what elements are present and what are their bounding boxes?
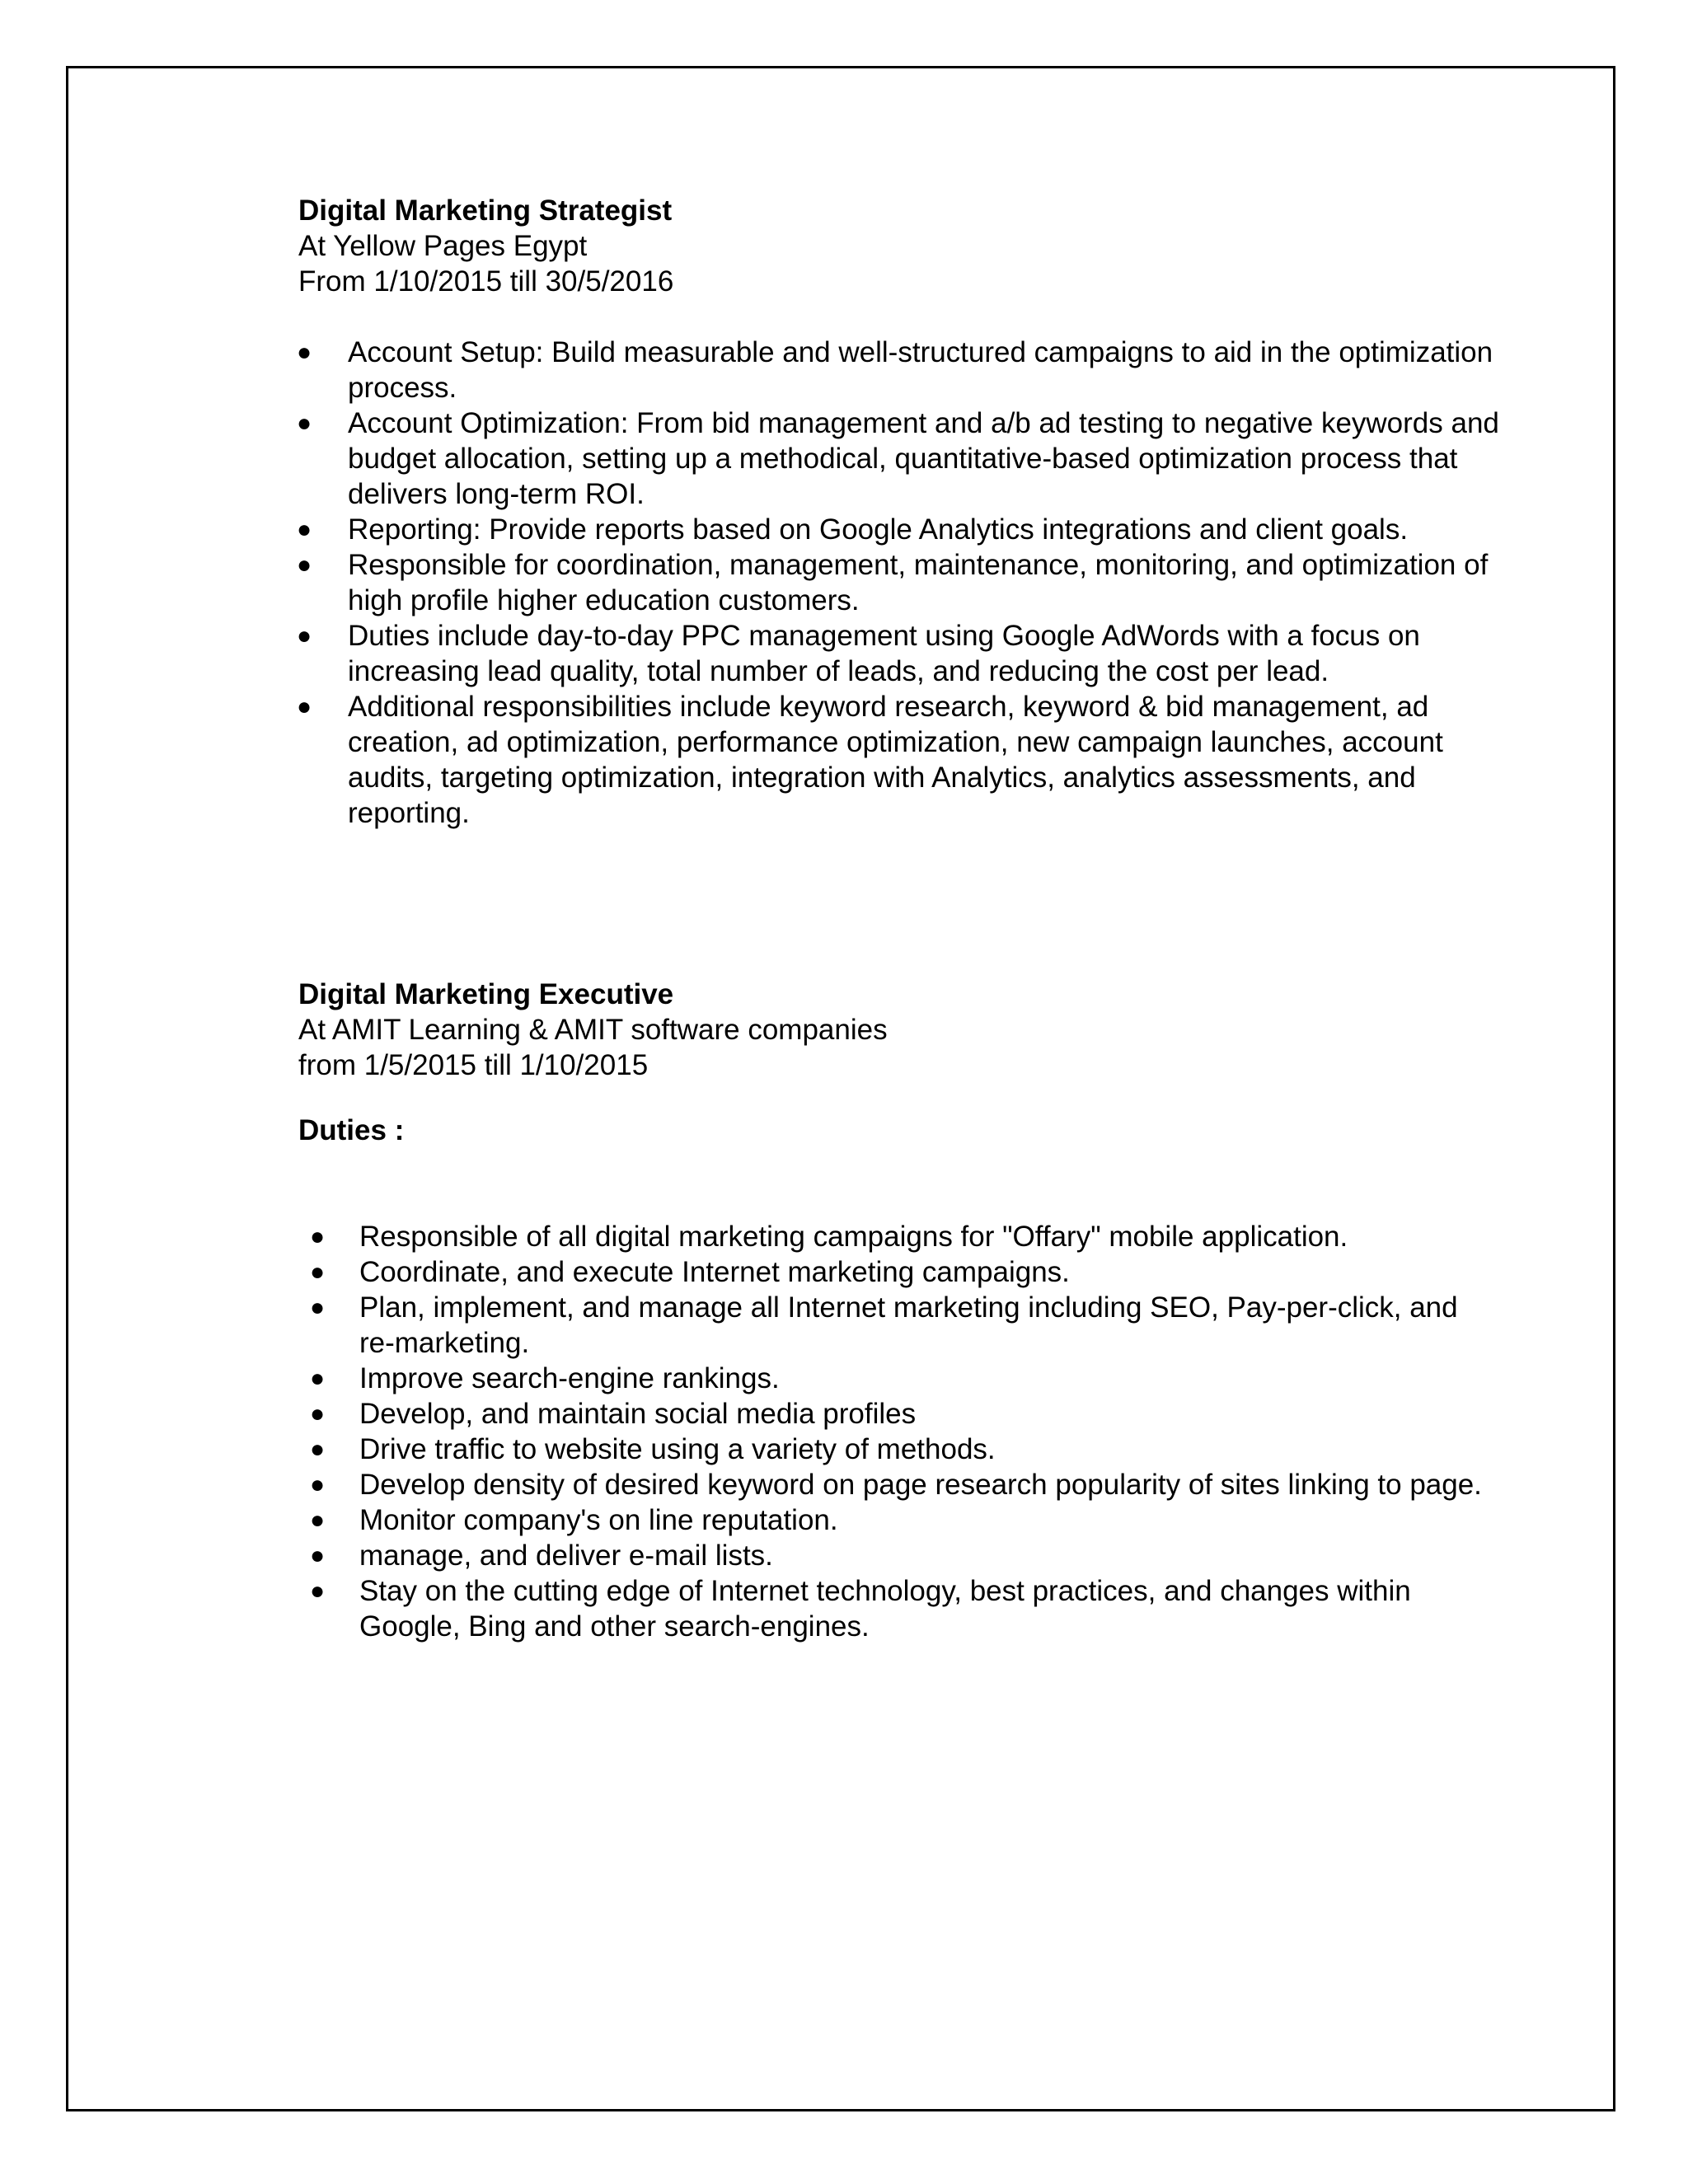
bullet-icon: ● [310,1471,326,1498]
list-item-text: Plan, implement, and manage all Internet marketing including SEO, Pay-per-click, and re-marketing. [359,1291,1458,1359]
bullet-icon: ● [310,1577,326,1605]
job-title: Digital Marketing Executive [298,978,674,1010]
list-item [298,618,1535,689]
list-item-text: Duties include day-to-day PPC management using Google AdWords with a focus on increasing lead quality, total number of leads, and reducing the cost per lead. [348,620,1420,687]
list-item [298,1432,1485,1467]
bullet-icon: ● [310,1436,326,1463]
list-item-text: Account Optimization: From bid management and a/b ad testing to negative keywords and budget allocation, setting up a methodical, quantitative-based optimization process that delivers long-term ROI. [348,407,1499,510]
list-item-text: Coordinate, and execute Internet marketing campaigns. [359,1256,1070,1288]
list-item [298,1396,1485,1432]
list-item-text: Account Setup: Build measurable and well-structured campaigns to aid in the optimization process. [348,336,1493,404]
bullet-icon: ● [310,1258,326,1286]
bullet-icon: ● [297,339,312,366]
job-company: At AMIT Learning & AMIT software companies [298,1014,888,1046]
bullet-icon: ● [310,1400,326,1427]
list-item [298,1219,1485,1254]
job-dates: From 1/10/2015 till 30/5/2016 [298,265,674,298]
bullet-icon: ● [297,551,312,579]
list-item-text: Improve search-engine rankings. [359,1362,780,1394]
list-item [298,335,1535,405]
bullet-icon: ● [297,693,312,720]
list-item-text: Responsible of all digital marketing campaigns for "Offary" mobile application. [359,1221,1348,1253]
job-title: Digital Marketing Strategist [298,194,673,227]
list-item [298,1502,1485,1538]
job-section-strategist [298,193,1535,831]
list-item-text: Drive traffic to website using a variety of methods. [359,1433,996,1465]
job-company: At Yellow Pages Egypt [298,230,588,262]
list-item [298,689,1535,831]
bullet-icon: ● [310,1365,326,1392]
list-item-text: Monitor company's on line reputation. [359,1504,838,1536]
list-item-text: manage, and deliver e-mail lists. [359,1540,773,1572]
bullet-icon: ● [297,516,312,543]
responsibilities-list [298,335,1535,831]
duties-heading: Duties : [298,1114,405,1146]
bullet-icon: ● [310,1507,326,1534]
duties-list [298,1219,1535,1644]
list-item-text: Stay on the cutting edge of Internet technology, best practices, and changes within Google, Bing and other search-engines. [359,1575,1411,1643]
job-section-executive [298,977,1535,1644]
list-item-text: Reporting: Provide reports based on Google Analytics integrations and client goals. [348,513,1409,546]
job-dates: from 1/5/2015 till 1/10/2015 [298,1049,649,1081]
list-item [298,1361,1485,1396]
bullet-icon: ● [297,622,312,649]
list-item-text: Develop density of desired keyword on page research popularity of sites linking to page. [359,1469,1482,1501]
list-item-text: Responsible for coordination, management, maintenance, monitoring, and optimization of high profile higher education customers. [348,549,1489,616]
list-item-text: Develop, and maintain social media profiles [359,1398,917,1430]
list-item [298,1467,1485,1502]
list-item-text: Additional responsibilities include keyword research, keyword & bid management, ad creation, ad optimization, performance optimization, new campaign launches, account audits, targeting optimization, integration with Analytics, analytics assessments, and reporting. [348,691,1443,829]
list-item [298,1538,1485,1573]
list-item [298,1290,1485,1361]
list-item [298,1573,1485,1644]
bullet-icon: ● [310,1294,326,1321]
bullet-icon: ● [310,1223,326,1250]
bullet-icon: ● [297,410,312,437]
list-item [298,1254,1485,1290]
list-item [298,512,1535,547]
bullet-icon: ● [310,1542,326,1569]
list-item [298,405,1535,512]
list-item [298,547,1535,618]
